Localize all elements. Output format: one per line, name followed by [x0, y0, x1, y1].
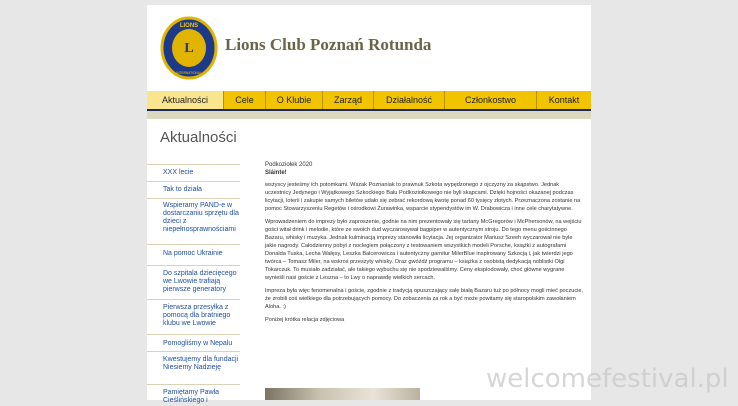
article-paragraph: wszyscy jesteśmy ich potomkami. Wszak Poznaniak to prawnuk Szkota wypędzonego z ojczyzny za skąpstwo. Jednak uczestnicy Jedynego i Wyjątkowego Szkockiego Balu Podkoziołkowego nie byli skąpcami. Dzięki hojności okazanej podczas licytacji, loterii i zakupie samych biletów udało się zebrać rekordową kwotę ponad 60 tysięcy złotych. Przeznaczona zostanie na pomoc Stowarzyszeniu Regetów i ośrodkowi Żurawinka, wsparcie stypendystów im W. Drabowicza i inne cele charytatywne. — [265, 182, 581, 212]
nav-item-cele[interactable]: Cele — [224, 91, 266, 109]
nav-item-dzialalnosc[interactable]: Działalność — [374, 91, 445, 109]
logo-text-bottom: INTERNATIONAL — [176, 71, 202, 75]
sidebar-item-niesiemy-nadzieje[interactable]: Kwestujemy dla fundacji Niesiemy Nadzieję — [147, 351, 240, 384]
nav-item-czlonkostwo[interactable]: Członkostwo — [445, 91, 537, 109]
sidebar-item-xxx-lecie[interactable]: XXX lecie — [147, 164, 240, 181]
article-photo[interactable] — [265, 388, 420, 400]
article-paragraph: Poniżej krótka relacja zdjęciowa — [265, 317, 345, 323]
nav-item-kontakt[interactable]: Kontakt — [548, 95, 580, 105]
sidebar-item-szpital-lwow[interactable]: Do szpitala dziecięcego we Lwowie trafiają pierwsze generatory — [147, 265, 240, 299]
page-container — [147, 5, 591, 404]
sidebar-item-tak-to-dziala[interactable]: Tak to działa — [147, 181, 240, 198]
article-paragraph: Wprowadzeniem do imprezy było zaproszenie, godnie na nim prezentowały się tartany McGregorów i McPhersonów, na wejściu gości witał drink i melodie, które ze swoich dud wyczarowywał bagpiper w autentycznym stroju. Do tego menu gościnnego Bazaru, whisky i muzyka. Jednak kulminacją imprezy stanowiła licytacja. Jej organizator Mariusz Szeeh wyczarował nie byle jakie nagrody. Całodzienny pobyt z noclegiem połączony z testowaniem wszystkich modeli Porsche, książki z autografami Donalda Tuska, Lecha Wałęsy, Leszka Balcerowicza i autentyczny garnitur MilerBlue inspirowany Szkocją i, jak twierdzi jego twórca – Tomasz Miler, na wskroś przeszyty whisky. Oraz gwóźdź programu – książka z osobistą dedykacją noblistki Olgi Tokarczuk. To musiało zadziałać, ale takiego wybuchu się nie spodziewaliśmy. Ceny eksplodowały, choć główne wygrane wynieśli nasi goście z Leszna – to Lwy o naprawdę wielkich sercach. — [265, 219, 582, 281]
sidebar-item-pawel-cieslinski[interactable]: Pamiętamy Pawła Cieślińskiego i — [147, 384, 240, 406]
sidebar-item-pand-e[interactable]: Wspieramy PAND-e w dostarczaniu sprzętu dla dzieci z niepełnosprawnościami — [147, 198, 240, 244]
site-title[interactable]: Lions Club Poznań Rotunda — [225, 35, 432, 54]
nav-item-aktualnosci[interactable]: Aktualności — [147, 91, 224, 109]
nav-item-zarzad[interactable]: Zarząd — [323, 91, 374, 109]
svg-text:L: L — [184, 41, 194, 56]
article-content — [265, 161, 585, 329]
site-header — [147, 5, 591, 91]
sidebar-item-przesylka-lwow[interactable]: Pierwsza przesyłka z pomocą dla bratniego klubu we Lwowie — [147, 299, 240, 334]
lions-logo[interactable] — [160, 16, 218, 80]
article-greeting: Sláinte! — [265, 170, 287, 176]
watermark: welcomefestival.pl — [486, 364, 729, 394]
logo-text-top: LIONS — [179, 23, 199, 29]
nav-item-o-klubie[interactable]: O Klubie — [266, 91, 323, 109]
sidebar-item-na-pomoc-ukrainie[interactable]: Na pomoc Ukrainie — [147, 244, 240, 265]
article-paragraph: Impreza była więc fenomenalna i goście, zgodnie z tradycją opuszczający salę białą Bazaru tuż po północy mogli mieć poczucie, że zrobili coś wielkiego dla potrzebujących pomocy. Do zobaczenia za rok a być może powitamy się staropolskim zawołaniem Aloha. :) — [265, 288, 584, 310]
sidebar-item-nepal[interactable]: Pomogliśmy w Nepalu — [147, 334, 240, 351]
section-title: Aktualności — [160, 129, 237, 146]
decorative-band — [147, 111, 591, 119]
article-date: Podkoziołek 2020 — [265, 162, 313, 168]
main-nav — [147, 91, 591, 111]
